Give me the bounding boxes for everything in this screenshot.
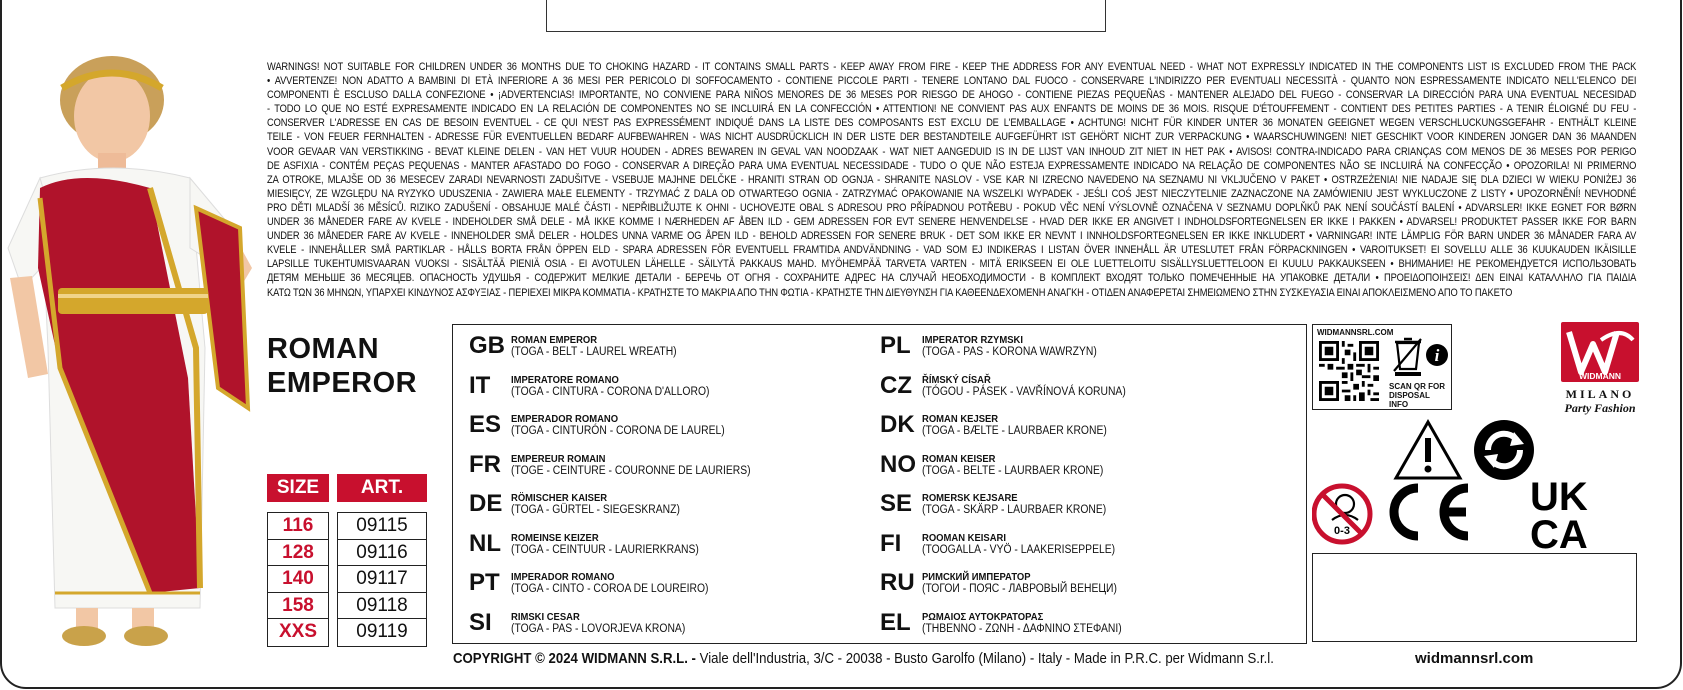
language-row — [469, 452, 777, 492]
art-column — [337, 512, 427, 647]
art-cell: 09117 — [338, 566, 426, 593]
ce-mark-icon — [1394, 488, 1468, 536]
language-product-name: ROMAN KEJSER — [922, 413, 999, 425]
language-product-name: IMPERATORE ROMANO — [511, 373, 619, 386]
language-product-name: РИМСКИЙ ИМПЕРАТОР — [922, 571, 1031, 583]
size-table — [267, 474, 427, 647]
language-components: (TOGA - SKÄRP - LAURBAER KRONE) — [922, 504, 1107, 516]
language-code: PL — [880, 332, 911, 359]
language-row — [469, 610, 777, 650]
language-components: (TOGA - BELTE - LAURBAER KRONE) — [922, 464, 1104, 477]
language-code: SE — [880, 490, 913, 517]
warning-line: • AVVERTENZE! NON ADATTO A BAMBINI DI ETÀ INFERIORE A 36 MESI PER PERICOLO DI SOFFOCAMENTO - CONTIENE PICCOLE PARTI - TENERE LONTANO DAL FUOCO - CONSERVARE L'INDIRIZZO PER EVENTUALI NECESSITÀ - QUANTO NON ESPRESSAMENTE INDICATO NELL'ELENCO DEI — [267, 75, 1637, 88]
language-product-name: ROOMAN KEISARI — [922, 531, 1007, 544]
size-header: SIZE — [267, 474, 329, 502]
language-product-name: ΡΩΜΑΙΟΣ ΑΥΤΟΚΡΑΤΟΡΑΣ — [922, 610, 1044, 623]
language-row — [469, 333, 777, 373]
warning-line: TEILE - VON FEUER FERNHALTEN - ADRESSE FÜR EVENTUELLEN BEDARF AUFBEWAHREN - WAS NICHT AUSDRÜCKLICH IN DER LISTE DER BESTANDTEILE AUFGEFÜHRT IST GEHÖRT NICHT ZUR VERPACKUNG • WAARSCHUWINGEN! NIET GESCHIKT VOOR KINDEREN JONGER DAN 36 MAANDEN — [267, 131, 1637, 144]
brand-mark-text: WIDMANN — [1578, 371, 1622, 381]
language-code: DK — [880, 411, 915, 438]
language-code: NL — [469, 529, 501, 557]
language-product-name: RIMSKI CESAR — [511, 610, 580, 623]
language-row — [469, 570, 777, 610]
ukca-mark-icon — [1530, 475, 1588, 557]
language-components: (ΤΗΒΕΝΝΟ - ΖΩΝΗ - ΔΑΦΝΙΝΟ ΣΤΕΦΑΝΙ) — [922, 622, 1122, 635]
language-code: ES — [469, 411, 502, 438]
language-components: (TÓGOU - PÁSEK - VAVŘÍNOVÁ KORUNA) — [922, 385, 1126, 398]
language-row — [469, 491, 777, 531]
warning-line: UNDER 36 MÅNEDER FARE AV KVELE - INDEHOLDER SMÅ DELE - MÅ IKKE KOMME I NÆRHEDEN AF ÅBEN ILD - GEM ADRESSEN FOR EVT SENERE HENVENDELSE - HVAD DER IKKE ER ANGIVET I INDHOLDSFORTEGNELSEN ER IKKE I PAKKEN • ADVARSEL! PRODUKTET PASSER IKKE FOR BARN — [267, 216, 1637, 229]
disposal-qr-box — [1312, 324, 1452, 410]
widmann-logo-icon — [1561, 322, 1639, 382]
language-product-name: ŘÍMSKÝ CÍSAŘ — [922, 373, 991, 386]
language-product-name: ROMEINSE KEIZER — [511, 531, 599, 544]
language-code: EL — [880, 608, 911, 636]
safety-warnings — [267, 60, 1636, 300]
language-product-name: IMPERATOR RZYMSKI — [922, 334, 1023, 346]
svg-text:i: i — [1434, 346, 1440, 365]
translations-box — [452, 324, 1307, 644]
website-link[interactable]: widmannsrl.com — [1415, 650, 1534, 667]
art-cell: 09119 — [356, 621, 408, 642]
art-header: ART. — [337, 474, 427, 502]
size-cell: XXS — [278, 621, 318, 642]
language-components: (TOGA - CINTURA - CORONA D'ALLORO) — [511, 385, 710, 398]
language-product-name: ROMAN EMPEROR — [511, 334, 598, 346]
translations-right-column — [880, 333, 1148, 649]
language-code: SI — [469, 608, 492, 636]
qr-code-icon[interactable] — [1319, 341, 1379, 401]
blank-label-box — [1312, 553, 1637, 642]
language-code: FR — [469, 450, 501, 478]
language-row — [880, 610, 1148, 650]
recycling-circle-icon — [1474, 420, 1534, 480]
language-row — [880, 412, 1148, 452]
art-cell: 09116 — [338, 540, 426, 567]
costume-model-illustration — [0, 48, 262, 648]
warning-line: COMPONENTI È ESCLUSO DALLA CONFEZIONE • ¡ADVERTENCIAS! IMPORTANTE, NO CONVIENE PARA NIÑOS MENORES DE 36 MESES POR RIESGO DE AHOGO - CONTIENE PIEZAS PEQUEÑAS - MANTENER ALEJADO DEL FUEGO - CONSERVAR LA DIRECCIÓN PARA UNA EVENTUAL NECESIDAD — [267, 89, 1637, 102]
top-label-box — [546, 0, 1106, 32]
language-code: IT — [469, 371, 491, 399]
brand-logo — [1556, 322, 1644, 415]
age-warning-text: 0-3 — [1334, 525, 1350, 537]
language-components: (TOGA - CINTO - COROA DE LOUREIRO) — [511, 583, 709, 595]
language-product-name: ROMAN KEISER — [922, 452, 996, 465]
warning-line: - TODO LO QUE NO ESTÉ EXPRESAMENTE INDICADO EN LA RELACIÓN DE COMPONENTES NO SE INCLUIRÁ EN LA CONFECCIÓN • ATTENTION! NE CONVIENT PAS AUX ENFANTS DE MOINS DE 36 MOIS. RISQUE D'ÉTOUFFEMENT - CONTIENT DES PETITES PARTIES - A TENIR ÉLOIGNÉ DU FEU - — [267, 103, 1637, 116]
language-code: GB — [469, 332, 505, 359]
language-product-name: IMPERADOR ROMANO — [511, 571, 615, 583]
size-cell: 140 — [268, 566, 328, 593]
ukca-line1: UK — [1530, 475, 1588, 519]
language-components: (TOGA - GÜRTEL - SIEGESKRANZ) — [511, 504, 680, 516]
size-cell: 128 — [268, 540, 328, 567]
qr-caption: SCAN QR FOR DISPOSAL INFO — [1389, 382, 1445, 409]
qr-url: WIDMANNSRL.COM — [1317, 328, 1394, 337]
language-row — [880, 373, 1148, 413]
company-address: Viale dell'Industria, 3/C - 20038 - Busto Garolfo (Milano) - Italy - Made in P.R.C. per Widmann S.r.l. — [695, 650, 1274, 667]
language-row — [469, 373, 777, 413]
warning-line: MIESIĘCY, ZE WZGLĘDU NA RYZYKO UDUSZENIA - ZAWIERA MAŁE ELEMENTY - TRZYMAĆ Z DALA OD OTWARTEGO OGNIA - ZATRZYMAĆ OPAKOWANIE NA WSZELKI WYPADEK - JEŚLI COŚ JEST NIECZYTELNIE ZAZNACZONE NA ZAMÓWIENIU JEST WYKLUCZONE Z LISTY • UPOZORNĚNÍ! NEVHODNÉ — [267, 187, 1637, 200]
warning-line: VOOR GEVAAR VAN VERSTIKKING - BEVAT KLEINE DELEN - VAN HET VUUR HOUDEN - ADRES BEWAREN IN GEVAL VAN NOODZAAK - WAT NIET AANGEDUID IS IN DE LIJST VAN INHOUD ZIT NIET IN HET PAK • AVISOS! CONTRA-INDICADO PARA CRIANÇAS COM MENOS DE 36 MESES POR PERIGO — [267, 145, 1637, 158]
language-components: (ТОГОИ - ПОЯС - ЛАВРОВЫЙ ВЕНЕЦИ) — [922, 583, 1117, 595]
language-row — [880, 333, 1148, 373]
language-row — [469, 531, 777, 571]
language-components: (TOGA - BELT - LAUREL WREATH) — [511, 346, 677, 358]
art-cell: 09118 — [338, 593, 426, 620]
warning-triangle-icon — [1396, 422, 1460, 478]
size-cell: 158 — [268, 593, 328, 620]
product-title-line1: ROMAN — [267, 333, 380, 365]
recycle-bin-icon — [1391, 333, 1449, 377]
warning-line: CONSERVER L'ADRESSE EN CAS DE BESOIN EVENTUEL - CE QUI N'EST PAS EXPRESSÉMENT INDIQUÉ DANS LA LISTE DES COMPOSANTS EST EXCLU DE L'EMBALLAGE • ACHTUNG! NICHT FÜR KINDER UNTER 36 MONATEN GEEIGNET WEGEN VERSCHLUCKUNGSGEFAHR - ENTHÄLT KLEINE — [267, 117, 1637, 130]
language-components: (TOGA - BÆLTE - LAURBAER KRONE) — [922, 425, 1107, 437]
language-components: (TOGE - CEINTURE - COURONNE DE LAURIERS) — [511, 464, 751, 477]
language-code: NO — [880, 450, 916, 478]
language-product-name: EMPERADOR ROMANO — [511, 413, 619, 425]
warning-line: PRO DĚTI MLADŠÍ 36 MĚSÍCŮ. RIZIKO ZADUŠENÍ - OBSAHUJE MALÉ ČÁSTI - NEPŘIBLIŽUJTE K OHNI - UCHOVEJTE OBAL S ADRESOU PRO PŘÍPADNOU POTŘEBU - POKUD VĚC NENÍ VÝSLOVNĚ OZNAČENA V SEZNAMU DOPLŇKŮ PAK NENÍ SOUČÁSTÍ BALENÍ • ADVARSLER! IKKE EGNET FOR BØRN — [267, 201, 1637, 214]
warning-line: ΚΑΤΩ ΤΩΝ 36 ΜΗΝΩΝ, ΥΠΑΡΧΕΙ ΚΙΝΔΥΝΟΣ ΑΣΦΥΞΙΑΣ - ΠΕΡΙΕΧΕΙ ΜΙΚΡΑ ΚΟΜΜΑΤΙΑ - ΚΡΑΤΗΣΤΕ ΤΟ ΜΑΚΡΙΑ ΑΠΟ ΤΗΝ ΦΩΤΙΑ - ΚΡΑΤΗΣΤΕ ΤΗΝ ΔΙΕΥΘΥΝΣΗ ΓΙΑ ΚΑΘΕΕΝΔΕΧΟΜΕΝΗ ΑΝΑΓΚΗ - ΟΤΙΔΕΝ ΑΝΑΦΕΡΕΤΑΙ ΣΗΜΕΙΩΜΕΝΟ ΣΤΗΝ ΣΥΣΚΕΥΑΣΙΑ ΕΙΝΑΙ ΑΠΟΚΛΕΙΣΜΕΝΟ ΑΠΟ ΤΟ ΠΑΚΕΤΟ — [267, 286, 1513, 299]
language-components: (TOOGALLA - VYÖ - LAAKERISEPPELE) — [922, 543, 1116, 556]
warning-line: WARNINGS! NOT SUITABLE FOR CHILDREN UNDER 36 MONTHS DUE TO CHOKING HAZARD - IT CONTAINS SMALL PARTS - KEEP AWAY FROM FIRE - KEEP THE ADDRESS FOR ANY EVENTUAL NEED - WHAT NOT EXPRESSLY INDICATED IN THE COMPONENTS LIST IS EXCLUDED FROM THE PACK — [267, 61, 1637, 73]
warning-line: DE ASFIXIA - CONTÉM PEÇAS PEQUENAS - MANTER AFASTADO DO FOGO - CONSERVAR A DIREÇÃO PARA UMA EVENTUAL NECESSIDADE - TUDO O QUE NÃO ESTEJA EXPRESSAMENTE INDICADO NA RELAÇÃO DE COMPONENTES NÃO SE INCLUIRÁ NA CONFECÇÃO • OPOZORILA! NI PRIMERNO — [267, 159, 1637, 172]
language-components: (TOGA - CINTURÓN - CORONA DE LAUREL) — [511, 425, 725, 437]
size-cell: 116 — [268, 513, 328, 540]
language-code: DE — [469, 490, 503, 517]
size-column — [267, 512, 329, 647]
warning-line: LAPSILLE TUKEHTUMISVAARAN VUOKSI - SISÄLTÄÄ PIENIÄ OSIA - EI AVOTULEN LÄHELLE - SÄILYTÄ PAKKAUS MAHD. MYÖHEMPÄÄ TARVETA VARTEN - MITÄ ERIKSEEN EI OLE LUETTELOITU SISÄLLYSLUETTELOON EI KUULU PAKKAUKSEEN • ВНИМАНИЕ! НЕ РЕКОМЕНДУЕТСЯ ИСПОЛЬЗОВАТЬ — [267, 258, 1637, 271]
warning-line: ZA OTROKE, MLAJŠE OD 36 MESECEV ZARADI NEVARNOSTI ZADUŠITVE - VSEBUJE MAJHNE DELČKE - HRANITI STRAN OD OGNJA - SHRANITE NASLOV - VSE KAR NI IZRECNO NAVEDENO NA SEZNAMU NI VKLJUČENO V PAKET • OSTRZEŻENIA! NIE NADAJE SIĘ DLA DZIECI W WIEKU PONIŻEJ 36 — [267, 173, 1637, 186]
certification-symbols — [1312, 418, 1652, 558]
language-row — [880, 531, 1148, 571]
language-components: (TOGA - PAS - LOVORJEVA KRONA) — [511, 622, 686, 635]
art-cell: 09115 — [338, 513, 426, 540]
product-title-line2: EMPEROR — [267, 367, 418, 399]
language-row — [469, 412, 777, 452]
copyright-holder: COPYRIGHT © 2024 WIDMANN S.R.L. - — [453, 650, 696, 667]
language-row — [880, 570, 1148, 610]
warning-line: UNDER 36 MÅNEDER FARE AV KVELE - INNEHOLDER SMÅ DELER - HOLDES UNNA VARME OG ÅPEN ILD - BEHOLD ADRESSEN FOR SENERE BRUK - DET SOM IKKE ER NEVNT I INNHOLDSFORTEGNELSEN ER IKKE INKLUDERT • VARNINGAR! INTE LÄMPLIG FÖR BARN UNDER 36 MÅNADER FARA AV — [267, 230, 1637, 243]
warning-line: KVELE - INNEHÅLLER SMÅ PARTIKLAR - HÅLLS BORTA FRÅN ÖPPEN ELD - SPARA ADRESSEN FÖR EVENTUELL FRAMTIDA ANDVÄNDNING - VAD SOM EJ INDIKERAS I LISTAN ÖVER INNEHÅLL ÄR UTESLUTET FRÅN FÖRPACKNINGEN • VAROITUKSET! EI SOVELLU ALLE 36 KUUKAUDEN IKÄISILLE — [267, 244, 1637, 257]
copyright-line — [453, 650, 1274, 667]
language-product-name: ROMERSK KEJSARE — [922, 492, 1018, 504]
language-row — [880, 491, 1148, 531]
language-components: (TOGA - CEINTUUR - LAURIERKRANS) — [511, 543, 699, 556]
language-code: RU — [880, 569, 915, 596]
language-code: FI — [880, 529, 902, 557]
age-warning-icon — [1314, 486, 1370, 542]
language-product-name: RÖMISCHER KAISER — [511, 492, 608, 504]
warning-line: ДЕТЯМ МЕНЬШЕ 36 МЕСЯЦЕВ. ОПАСНОСТЬ УДУШЬЯ - СОДЕРЖИТ МЕЛКИЕ ДЕТАЛИ - БЕРЕЧЬ ОТ ОГНЯ - СОХРАНИТЕ АДРЕС НА СЛУЧАЙ НЕОБХОДИМОСТИ - В КОМПЛЕКТ ВХОДЯТ ТОЛЬКО ПОМЕЧЕННЫЕ НА УПАКОВКЕ ДЕТАЛИ • ΠΡΟΕΙΔΟΠΟΙΗΣΕΙΣ! ΔΕΝ ΕΙΝΑΙ ΚΑΤΑΛΛΗΛΟ ΓΙΑ ΠΑΙΔΙΑ — [267, 272, 1637, 285]
language-components: (TOGA - PAS - KORONA WAWRZYN) — [922, 346, 1097, 358]
product-title — [267, 332, 417, 400]
brand-city: MILANO — [1565, 387, 1635, 401]
language-code: PT — [469, 569, 500, 596]
translations-left-column — [469, 333, 777, 649]
language-row — [880, 452, 1148, 492]
language-code: CZ — [880, 371, 912, 399]
language-product-name: EMPEREUR ROMAIN — [511, 452, 606, 465]
ukca-line2: CA — [1530, 513, 1588, 557]
brand-tagline: Party Fashion — [1564, 401, 1636, 415]
